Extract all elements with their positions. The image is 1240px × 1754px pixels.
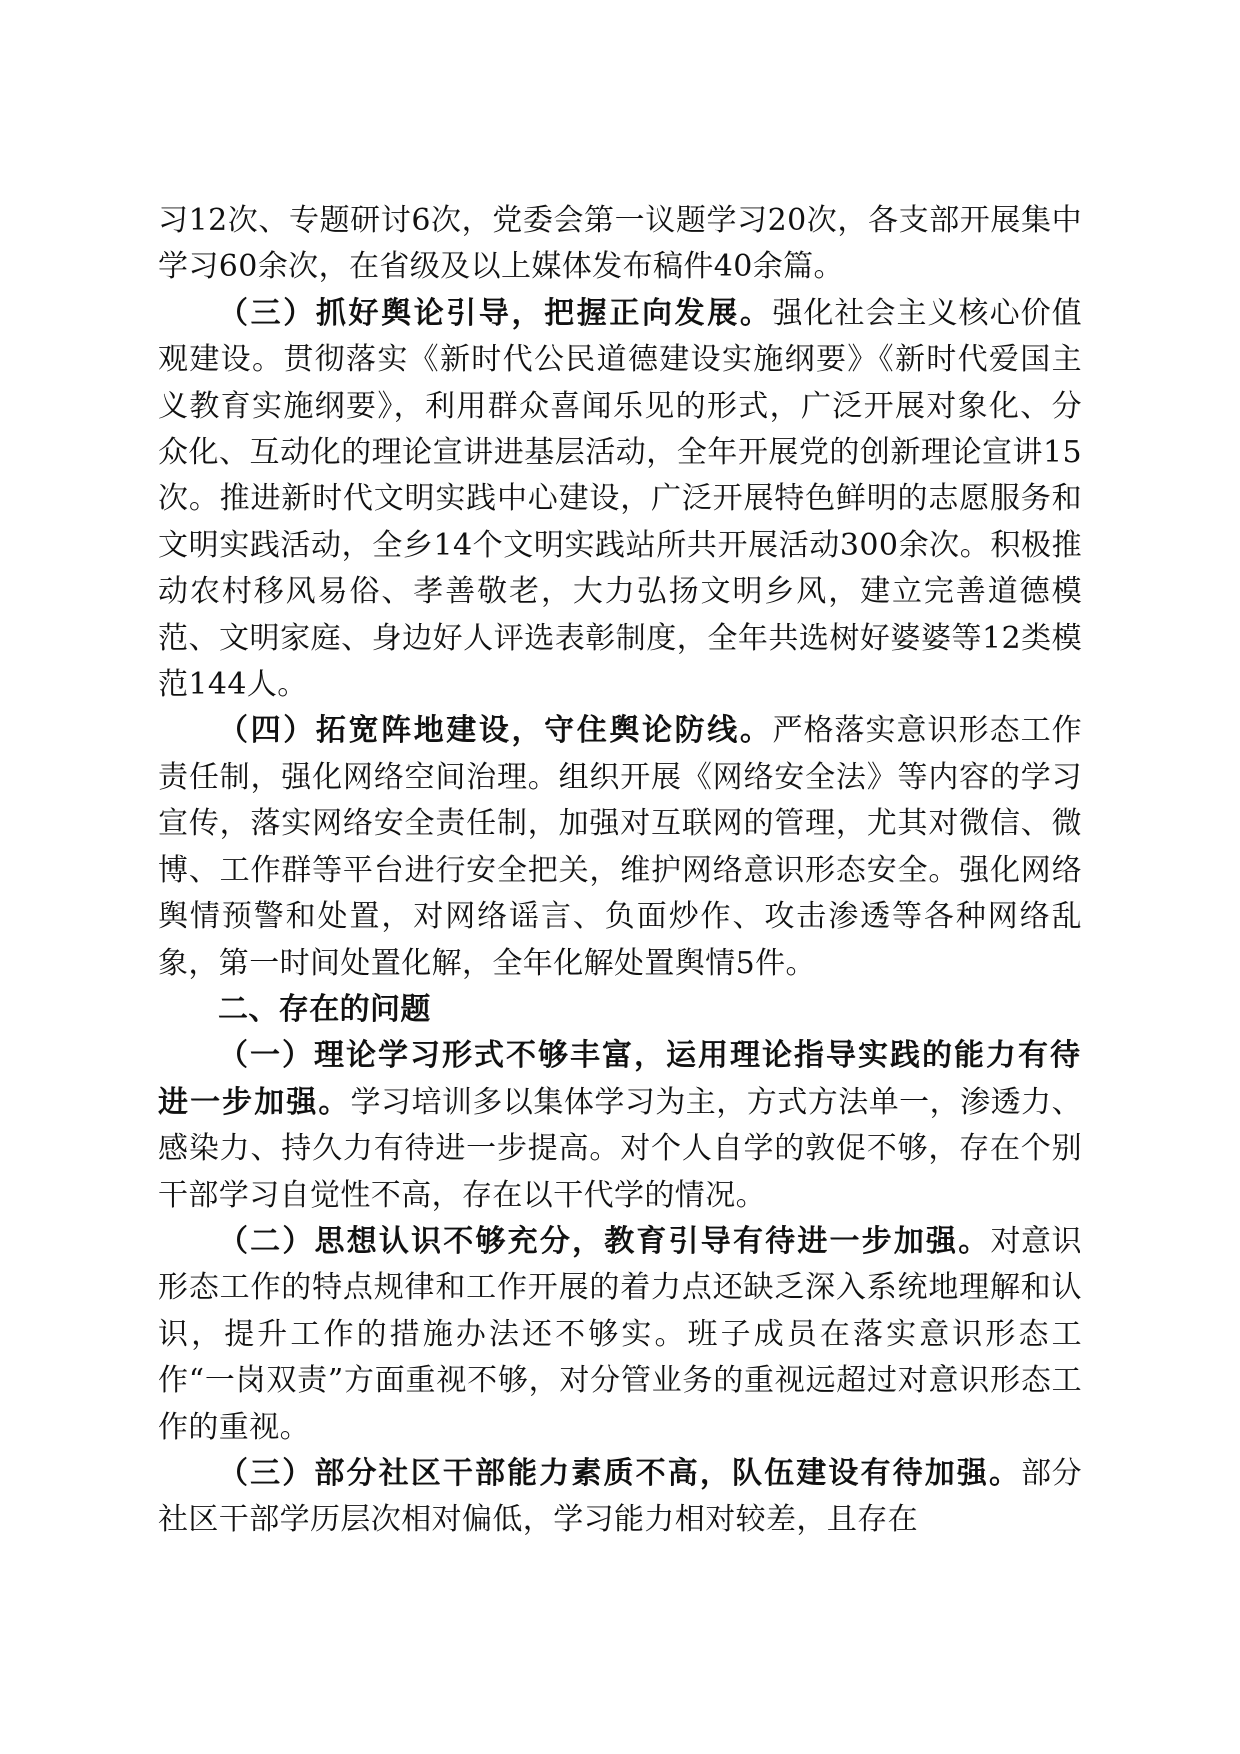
document-page bbox=[158, 198, 1082, 1544]
paragraph-lead: （一）理论学习形式不够丰富，运用理论指导实践的能力有待进一步加强。 bbox=[158, 1038, 1082, 1120]
paragraph-body: 强化社会主义核心价值观建设。贯彻落实《新时代公民道德建设实施纲要》《新时代爱国主义教育实施纲要》，利用群众喜闻乐见的形式，广泛开展对象化、分众化、互动化的理论宣讲进基层活动，全年开展党的创新理论宣讲15次。推进新时代文明实践中心建设，广泛开展特色鲜明的志愿服务和文明实践活动，全乡14个文明实践站所共开展活动300余次。积极推动农村移风易俗、孝善敬老，大力弘扬文明乡风，建立完善道德模范、文明家庭、身边好人评选表彰制度，全年共选树好婆婆等12类模范144人。 bbox=[158, 295, 1083, 703]
paragraph-lead: （三）部分社区干部能力素质不高，队伍建设有待加强。 bbox=[218, 1455, 1022, 1491]
paragraph-body: 对意识形态工作的特点规律和工作开展的着力点还缺乏深入系统地理解和认识，提升工作的措施办法还不够实。班子成员在落实意识形态工作“一岗双责”方面重视不够，对分管业务的重视远超过对意识形态工作的重视。 bbox=[158, 1223, 1083, 1445]
paragraph-lead: （四）拓宽阵地建设，守住舆论防线。 bbox=[218, 713, 773, 749]
paragraph-public-opinion bbox=[158, 291, 1082, 709]
paragraph-body: 严格落实意识形态工作责任制，强化网络空间治理。组织开展《网络安全法》等内容的学习宣传，落实网络安全责任制，加强对互联网的管理，尤其对微信、微博、工作群等平台进行安全把关，维护网络意识形态安全。强化网络舆情预警和处置，对网络谣言、负面炒作、攻击渗透等各种网络乱象，第一时间处置化解，全年化解处置舆情5件。 bbox=[158, 713, 1083, 981]
paragraph-body: 学习培训多以集体学习为主，方式方法单一，渗透力、感染力、持久力有待进一步提高。对个人自学的敦促不够，存在个别干部学习自觉性不高，存在以干代学的情况。 bbox=[158, 1084, 1082, 1213]
paragraph-front-building bbox=[158, 708, 1082, 986]
paragraph-body: 部分社区干部学历层次相对偏低，学习能力相对较差，且存在 bbox=[158, 1455, 1083, 1538]
paragraph-study-stats: 习12次、专题研讨6次，党委会第一议题学习20次，各支部开展集中学习60余次，在省级及以上媒体发布稿件40余篇。 bbox=[158, 203, 1082, 285]
paragraph-lead: （二）思想认识不够充分，教育引导有待进一步加强。 bbox=[218, 1223, 991, 1259]
paragraph-problem-3 bbox=[158, 1451, 1082, 1544]
paragraph-problem-2 bbox=[158, 1219, 1082, 1451]
section-heading-problems: 二、存在的问题 bbox=[218, 991, 431, 1027]
paragraph-lead: （三）抓好舆论引导，把握正向发展。 bbox=[218, 295, 773, 331]
paragraph-problem-1 bbox=[158, 1033, 1082, 1219]
